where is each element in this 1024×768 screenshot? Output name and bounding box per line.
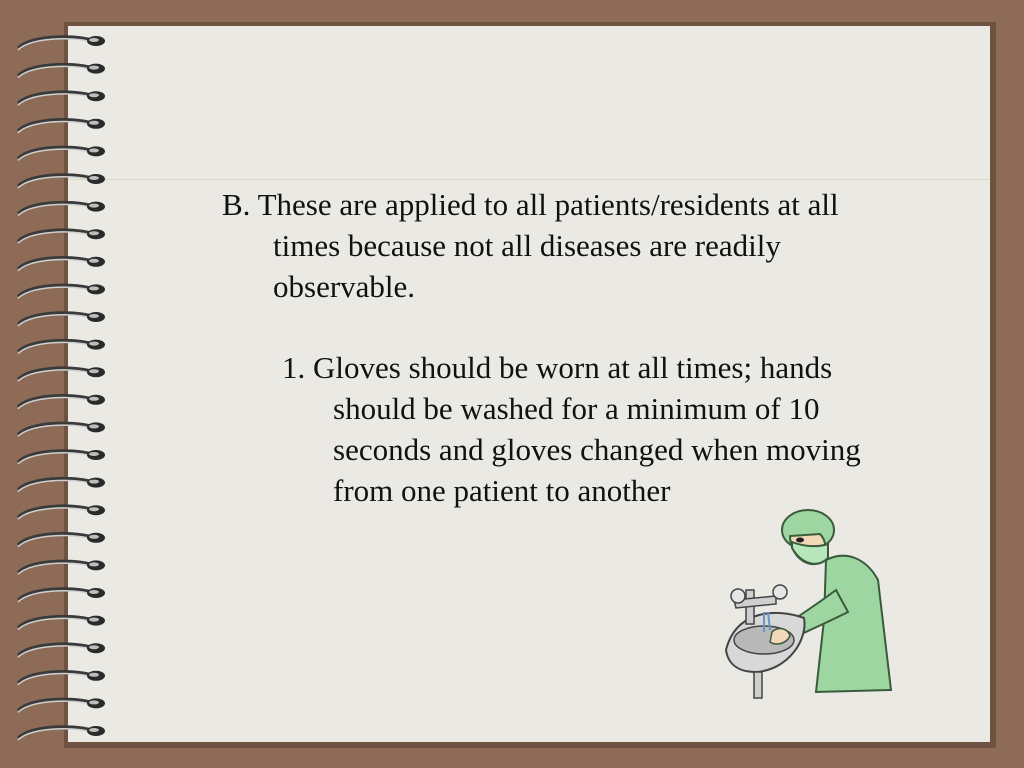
point-b-text <box>222 184 942 307</box>
binding-coil <box>18 64 105 78</box>
binding-coil <box>18 560 105 574</box>
point-1-line: seconds and gloves changed when moving <box>333 432 861 467</box>
point-b-line: B. These are applied to all patients/residents at all <box>222 187 839 222</box>
binding-coil <box>18 395 105 409</box>
point-1-text <box>282 347 982 511</box>
header-rule-line <box>68 179 990 180</box>
binding-coil <box>18 340 105 354</box>
binding-coil <box>18 616 105 630</box>
spiral-binding <box>0 0 120 768</box>
binding-coil <box>18 478 105 492</box>
binding-coil <box>18 671 105 685</box>
binding-coil <box>18 450 105 464</box>
binding-coil <box>18 533 105 547</box>
binding-coil <box>18 202 105 216</box>
binding-coil <box>18 119 105 133</box>
binding-coil <box>18 146 105 160</box>
binding-coil <box>18 726 105 740</box>
binding-coil <box>18 174 105 188</box>
point-b-line: observable. <box>273 269 416 304</box>
binding-coil <box>18 698 105 712</box>
binding-coil <box>18 422 105 436</box>
binding-coil <box>18 367 105 381</box>
binding-coil <box>18 588 105 602</box>
binding-coil <box>18 505 105 519</box>
binding-coil <box>18 257 105 271</box>
binding-coil <box>18 229 105 243</box>
binding-coil <box>18 643 105 657</box>
point-b-line: times because not all diseases are readily <box>273 228 781 263</box>
binding-coil <box>18 312 105 326</box>
binding-coil <box>18 91 105 105</box>
binding-coil <box>18 36 105 50</box>
point-1-line: from one patient to another <box>333 473 671 508</box>
point-1-line: should be washed for a minimum of 10 <box>333 391 820 426</box>
point-1-line: 1. Gloves should be worn at all times; hands <box>282 350 833 385</box>
binding-coil <box>18 284 105 298</box>
surgeon-washing-hands-icon <box>716 500 916 705</box>
